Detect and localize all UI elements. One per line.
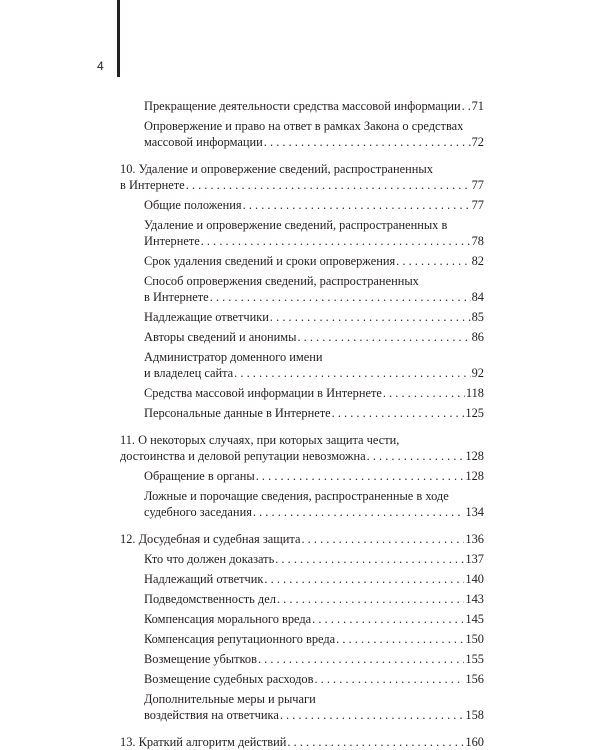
toc-entry-title-line: Удаление и опровержение сведений, распространенных в — [144, 218, 448, 232]
toc-entry-title: Компенсация репутационного вреда — [144, 632, 336, 646]
toc-leader-dots — [243, 197, 471, 213]
toc-entry — [120, 591, 484, 607]
toc-page-number: 92 — [471, 366, 484, 380]
toc-page-number: 82 — [471, 254, 484, 268]
header-vertical-rule — [117, 0, 120, 77]
toc-entry-title-line: достоинства и деловой репутации невозможна — [120, 449, 366, 463]
toc-page-number: 86 — [471, 330, 484, 344]
toc-entry — [120, 551, 484, 567]
toc-page-number: 136 — [465, 532, 484, 546]
toc-leader-dots — [210, 289, 471, 305]
toc-leader-dots — [314, 671, 464, 687]
toc-leader-dots — [234, 365, 470, 381]
toc-page-number: 140 — [465, 572, 484, 586]
toc-page-number: 128 — [465, 449, 484, 463]
toc-entry-title: Кто что должен доказать — [144, 552, 275, 566]
toc-entry — [120, 468, 484, 484]
toc-page-number: 155 — [465, 652, 484, 666]
toc-entry-title: Надлежащие ответчики — [144, 310, 269, 324]
toc-entry — [120, 309, 484, 325]
toc-page-number: 125 — [465, 406, 484, 420]
toc-leader-dots — [396, 253, 470, 269]
toc-page-number: 160 — [465, 735, 484, 749]
toc-page-number: 128 — [465, 469, 484, 483]
toc-leader-dots — [258, 651, 464, 667]
toc-entry — [120, 405, 484, 421]
toc-page-number: 150 — [465, 632, 484, 646]
toc-entry — [120, 691, 484, 723]
toc-leader-dots — [297, 329, 470, 345]
toc-entry-title-line: Способ опровержения сведений, распространенных — [144, 274, 419, 288]
toc-entry-title: Обращение в органы — [144, 469, 255, 483]
page-number: 4 — [97, 59, 104, 73]
toc-entry — [120, 671, 484, 687]
toc-entry-title-line: массовой информации — [144, 135, 263, 149]
toc-page-number: 145 — [465, 612, 484, 626]
toc-leader-dots — [383, 385, 465, 401]
toc-entry-title: Авторы сведений и анонимы — [144, 330, 297, 344]
toc-page-number: 71 — [471, 99, 484, 113]
toc-entry-title: Персональные данные в Интернете — [144, 406, 331, 420]
toc-leader-dots — [201, 233, 471, 249]
toc-leader-dots — [336, 631, 464, 647]
toc-page-number: 78 — [471, 234, 484, 248]
toc-page-number: 156 — [465, 672, 484, 686]
toc-entry-title: 13. Краткий алгоритм действий — [120, 735, 287, 749]
toc-entry — [120, 349, 484, 381]
table-of-contents — [120, 94, 484, 750]
toc-entry — [120, 329, 484, 345]
toc-entry-title-line: и владелец сайта — [144, 366, 234, 380]
toc-entry-title: Прекращение деятельности средства массовой информации — [144, 99, 461, 113]
toc-entry — [120, 273, 484, 305]
toc-page-number: 137 — [465, 552, 484, 566]
toc-leader-dots — [186, 177, 471, 193]
toc-leader-dots — [264, 571, 464, 587]
toc-leader-dots — [367, 448, 465, 464]
toc-entry — [120, 611, 484, 627]
toc-leader-dots — [280, 707, 465, 723]
toc-entry-title: Возмещение убытков — [144, 652, 257, 666]
toc-page-number: 84 — [471, 290, 484, 304]
toc-entry-title: Срок удаления сведений и сроки опровержения — [144, 254, 396, 268]
toc-leader-dots — [312, 611, 464, 627]
toc-entry-title-line: воздействия на ответчика — [144, 708, 279, 722]
toc-chapter-entry — [120, 432, 484, 464]
toc-entry — [120, 197, 484, 213]
toc-chapter-entry — [120, 161, 484, 193]
toc-leader-dots — [270, 309, 471, 325]
toc-leader-dots — [462, 98, 471, 114]
toc-entry-title-line: в Интернете — [144, 290, 209, 304]
toc-entry — [120, 385, 484, 401]
toc-entry — [120, 217, 484, 249]
toc-entry-title-line: Интернете — [144, 234, 200, 248]
toc-chapter-entry — [120, 734, 484, 750]
toc-entry-title: Компенсация морального вреда — [144, 612, 312, 626]
toc-entry-title: Подведомственность дел — [144, 592, 276, 606]
toc-leader-dots — [277, 591, 464, 607]
toc-leader-dots — [275, 551, 464, 567]
toc-page-number: 77 — [471, 198, 484, 212]
toc-leader-dots — [287, 734, 464, 750]
toc-leader-dots — [264, 134, 471, 150]
toc-page-number: 158 — [465, 708, 484, 722]
toc-page-number: 118 — [465, 386, 484, 400]
toc-entry-title: Возмещение судебных расходов — [144, 672, 314, 686]
toc-entry-title-line: в Интернете — [120, 178, 185, 192]
toc-entry-title: 12. Досудебная и судебная защита — [120, 532, 301, 546]
toc-leader-dots — [253, 504, 465, 520]
toc-entry — [120, 651, 484, 667]
toc-entry-title-line: 10. Удаление и опровержение сведений, распространенных — [120, 162, 433, 176]
toc-entry-title: Общие положения — [144, 198, 242, 212]
toc-chapter-entry — [120, 531, 484, 547]
toc-entry-title-line: Опровержение и право на ответ в рамках Закона о средствах — [144, 119, 464, 133]
toc-entry — [120, 631, 484, 647]
toc-entry-title-line: Администратор доменного имени — [144, 350, 323, 364]
toc-leader-dots — [256, 468, 465, 484]
toc-leader-dots — [332, 405, 465, 421]
toc-entry-title-line: 11. О некоторых случаях, при которых защита чести, — [120, 433, 400, 447]
toc-entry-title-line: судебного заседания — [144, 505, 252, 519]
toc-page-number: 134 — [465, 505, 484, 519]
toc-entry-title: Надлежащий ответчик — [144, 572, 264, 586]
toc-entry — [120, 571, 484, 587]
toc-entry-title-line: Ложные и порочащие сведения, распространенные в ходе — [144, 489, 449, 503]
toc-entry — [120, 488, 484, 520]
toc-entry-title-line: Дополнительные меры и рычаги — [144, 692, 316, 706]
toc-page-number: 77 — [471, 178, 484, 192]
toc-entry — [120, 253, 484, 269]
toc-entry — [120, 118, 484, 150]
toc-leader-dots — [301, 531, 464, 547]
toc-entry — [120, 98, 484, 114]
toc-entry-title: Средства массовой информации в Интернете — [144, 386, 382, 400]
toc-page-number: 143 — [465, 592, 484, 606]
toc-page-number: 85 — [471, 310, 484, 324]
toc-page-number: 72 — [471, 135, 484, 149]
